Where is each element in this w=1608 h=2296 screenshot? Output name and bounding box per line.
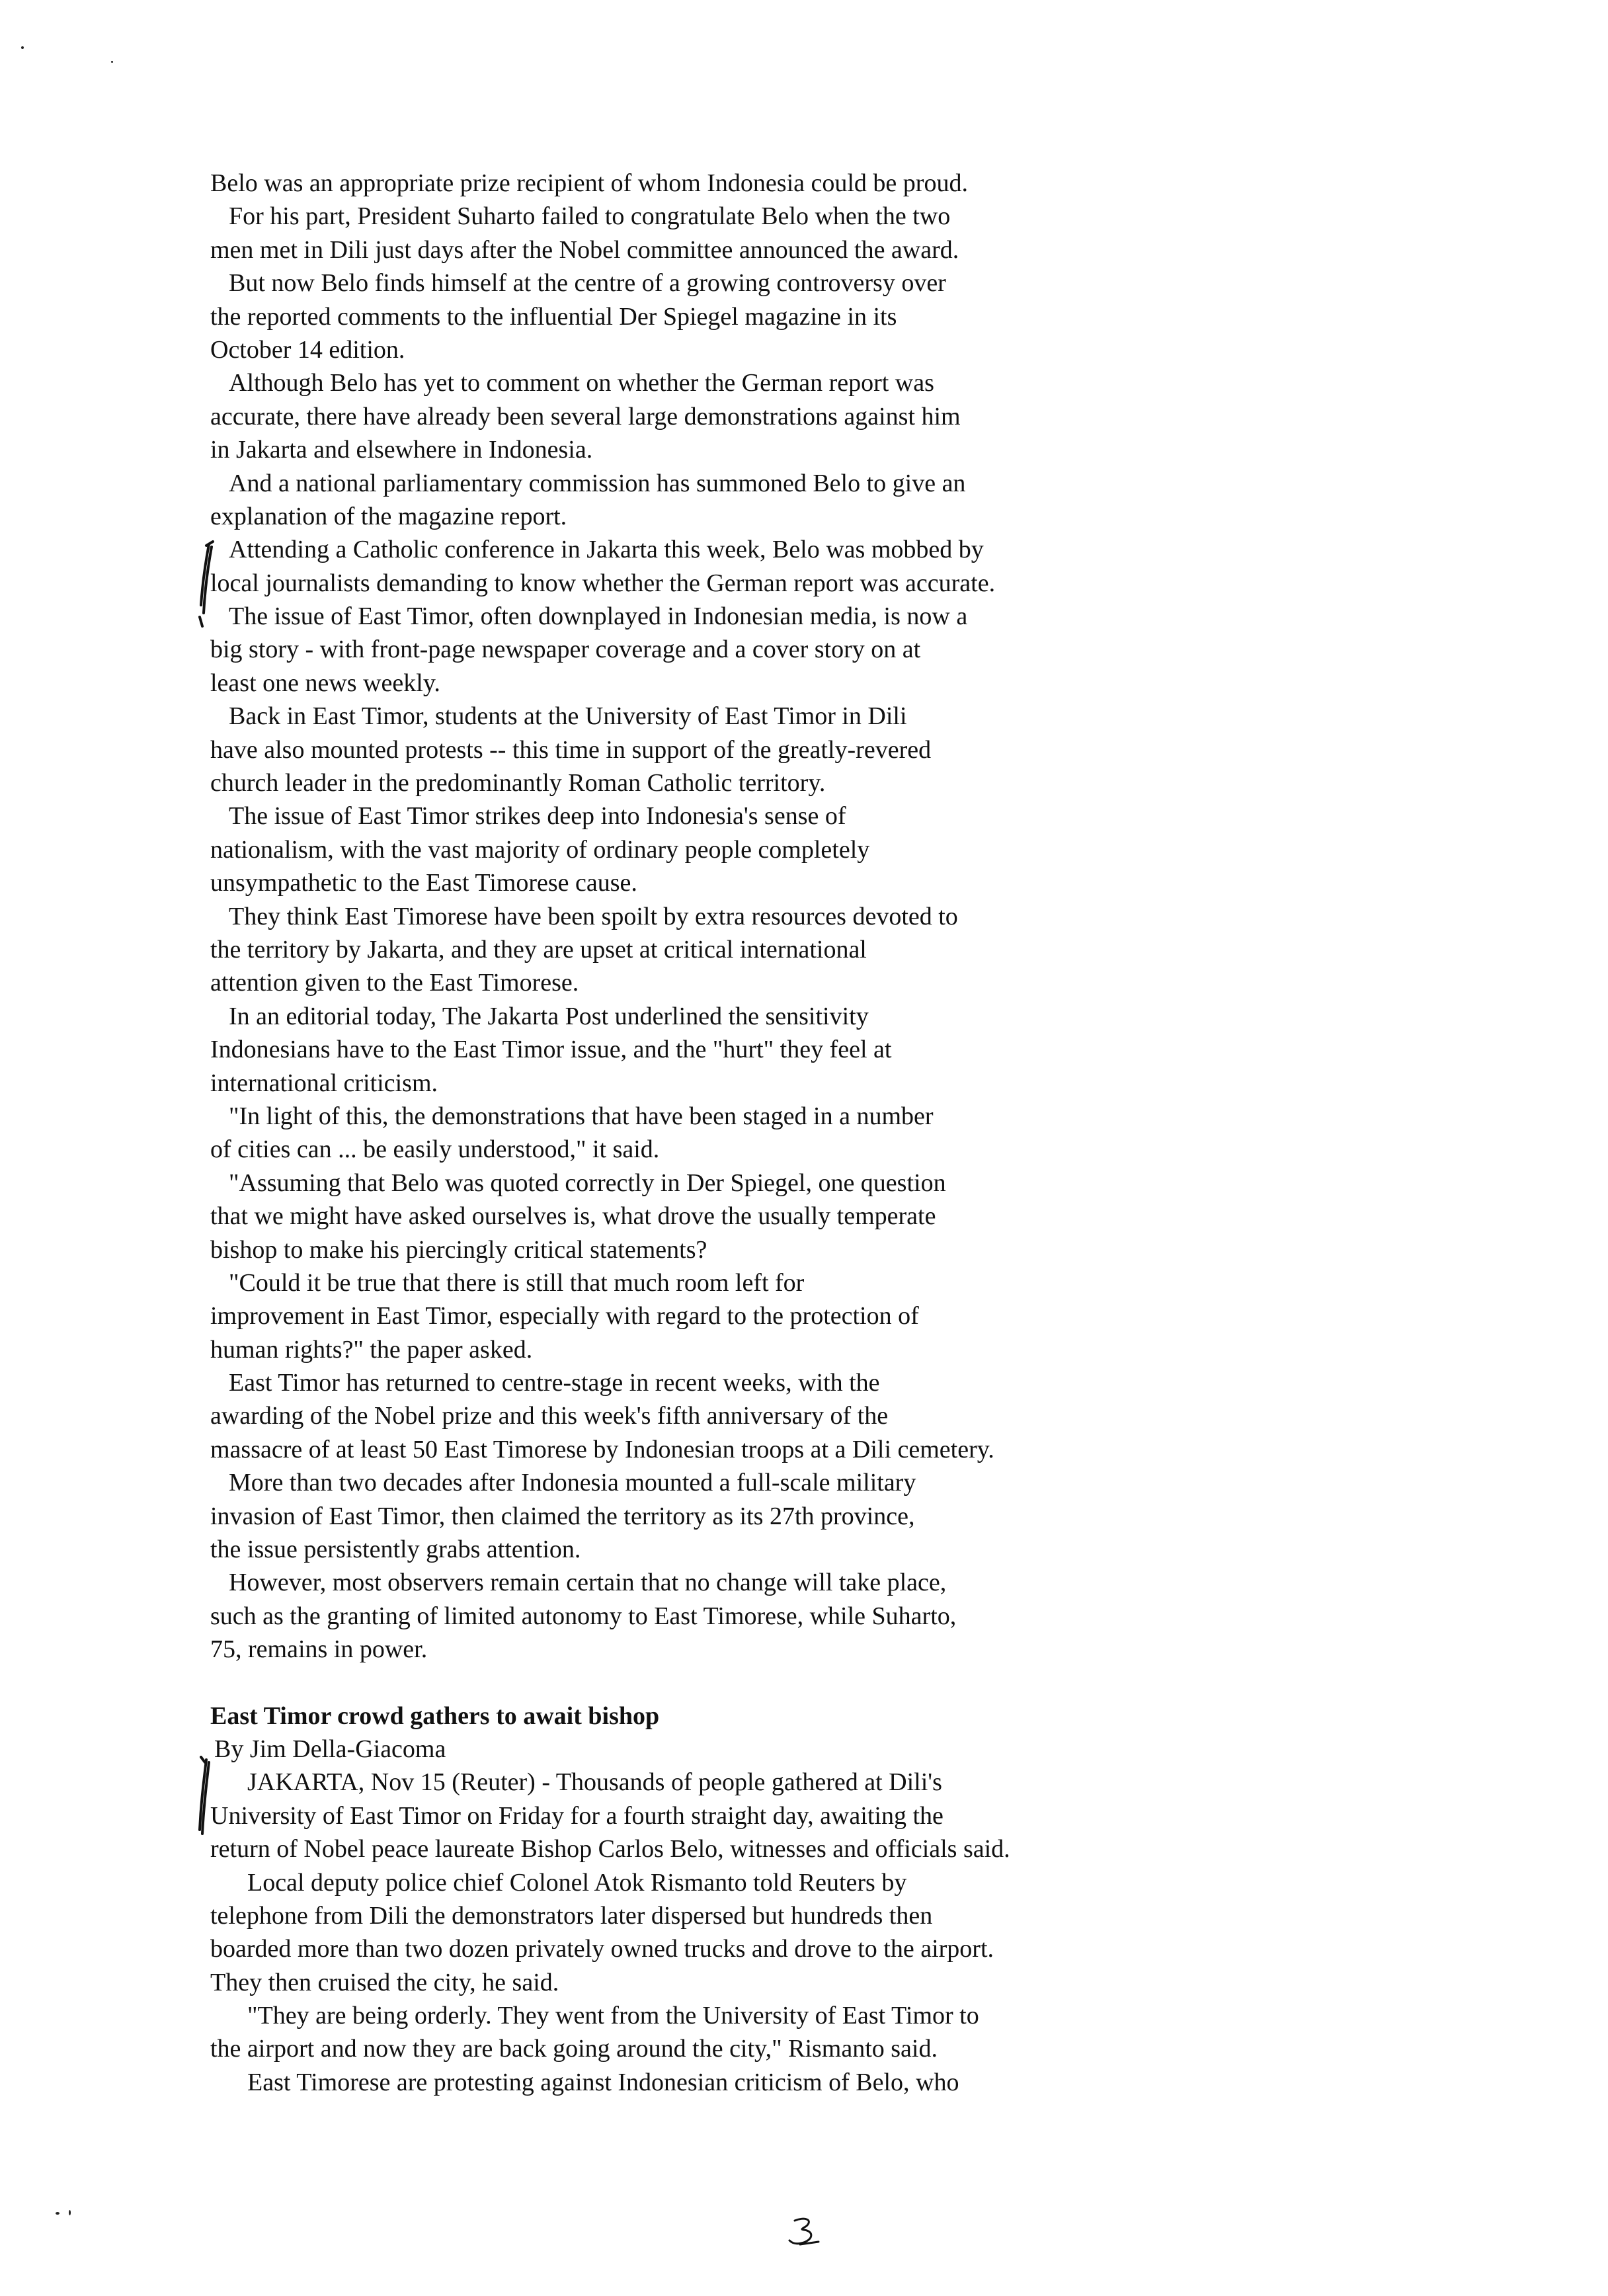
paragraph <box>210 366 1136 466</box>
paragraph <box>210 600 1136 700</box>
paragraph <box>210 1000 1136 1100</box>
text-line: nationalism, with the vast majority of ordinary people completely <box>210 835 870 864</box>
text-line: local journalists demanding to know whether the German report was accurate. <box>210 569 996 597</box>
paragraph <box>210 1866 1136 2000</box>
text-line: accurate, there have already been several large demonstrations against him <box>210 402 961 430</box>
text-line: big story - with front-page newspaper coverage and a cover story on at <box>210 636 921 664</box>
text-line: And a national parliamentary commission has summoned Belo to give an <box>229 469 966 497</box>
text-line: Belo was an appropriate prize recipient of whom Indonesia could be proud. <box>210 169 968 197</box>
text-line: return of Nobel peace laureate Bishop Carlos Belo, witnesses and officials said. <box>210 1835 1010 1864</box>
text-line: the reported comments to the influential Der Spiegel magazine in its <box>210 302 897 331</box>
text-line: men met in Dili just days after the Nobel committee announced the award. <box>210 235 959 264</box>
text-line: the airport and now they are back going around the city," Rismanto said. <box>210 2035 938 2063</box>
text-line: bishop to make his piercingly critical statements? <box>210 1235 707 1264</box>
paragraph <box>210 1466 1136 1566</box>
text-line: attention given to the East Timorese. <box>210 969 579 997</box>
text-line: East Timor has returned to centre-stage in recent weeks, with the <box>229 1369 880 1397</box>
paragraph <box>210 900 1136 1000</box>
text-line: In an editorial today, The Jakarta Post underlined the sensitivity <box>229 1002 869 1030</box>
paragraph <box>210 2066 1136 2099</box>
text-line: massacre of at least 50 East Timorese by Indonesian troops at a Dili cemetery. <box>210 1435 994 1463</box>
article-belo-controversy <box>210 167 1136 1666</box>
text-line: Back in East Timor, students at the University of East Timor in Dili <box>229 702 907 731</box>
text-line: international criticism. <box>210 1069 438 1097</box>
paragraph <box>210 467 1136 534</box>
text-line: Attending a Catholic conference in Jakarta this week, Belo was mobbed by <box>229 536 984 564</box>
text-line: More than two decades after Indonesia mounted a full-scale military <box>229 1469 916 1497</box>
text-line: church leader in the predominantly Roman Catholic territory. <box>210 769 826 798</box>
text-line: They then cruised the city, he said. <box>210 1968 559 1996</box>
text-line: Indonesians have to the East Timor issue, and the "hurt" they feel at <box>210 1036 892 1064</box>
text-line: The issue of East Timor strikes deep into Indonesia's sense of <box>229 802 846 831</box>
document-body <box>210 167 1136 2099</box>
paragraph <box>210 1999 1136 2066</box>
text-line: October 14 edition. <box>210 335 405 364</box>
text-line: human rights?" the paper asked. <box>210 1335 533 1364</box>
text-line: improvement in East Timor, especially with regard to the protection of <box>210 1302 919 1331</box>
article-headline: East Timor crowd gathers to await bishop <box>210 1702 660 1730</box>
paragraph <box>210 1266 1136 1366</box>
text-line: such as the granting of limited autonomy to East Timorese, while Suharto, <box>210 1602 957 1630</box>
text-line: "They are being orderly. They went from the University of East Timor to <box>247 2002 979 2030</box>
text-line: telephone from Dili the demonstrators later dispersed but hundreds then <box>210 1901 933 1930</box>
text-line: the territory by Jakarta, and they are upset at critical international <box>210 935 867 964</box>
article-byline: By Jim Della-Giacoma <box>214 1735 446 1763</box>
paragraph <box>210 200 1136 266</box>
text-line: 75, remains in power. <box>210 1635 428 1664</box>
text-line: They think East Timorese have been spoilt by extra resources devoted to <box>229 902 958 930</box>
scan-speck <box>69 2210 71 2215</box>
text-line: For his part, President Suharto failed to congratulate Belo when the two <box>229 202 951 231</box>
scan-speck <box>21 46 24 49</box>
scan-speck <box>56 2212 60 2215</box>
text-line: Local deputy police chief Colonel Atok Rismanto told Reuters by <box>247 1868 907 1897</box>
paragraph <box>210 700 1136 800</box>
text-line: invasion of East Timor, then claimed the territory as its 27th province, <box>210 1502 915 1530</box>
text-line: But now Belo finds himself at the centre of a growing controversy over <box>229 269 946 298</box>
text-line: "In light of this, the demonstrations that have been staged in a number <box>229 1102 934 1130</box>
text-line: University of East Timor on Friday for a fourth straight day, awaiting the <box>210 1801 944 1830</box>
paragraph <box>210 1566 1136 1666</box>
text-line: JAKARTA, Nov 15 (Reuter) - Thousands of people gathered at Dili's <box>247 1768 942 1797</box>
paragraph <box>210 1167 1136 1266</box>
paragraph <box>210 266 1136 366</box>
section-gap <box>210 1666 1136 1700</box>
text-line: explanation of the magazine report. <box>210 502 567 530</box>
text-line: "Could it be true that there is still that much room left for <box>229 1268 805 1297</box>
handwritten-number-3-icon <box>787 2215 826 2248</box>
text-line: have also mounted protests -- this time in support of the greatly-revered <box>210 735 932 764</box>
text-line: unsympathetic to the East Timorese cause. <box>210 869 637 897</box>
paragraph <box>210 1366 1136 1466</box>
text-line: that we might have asked ourselves is, what drove the usually temperate <box>210 1202 936 1231</box>
article-crowd-gathers <box>210 1700 1136 2100</box>
paragraph <box>210 800 1136 899</box>
text-line: in Jakarta and elsewhere in Indonesia. <box>210 436 593 464</box>
text-line: boarded more than two dozen privately owned trucks and drove to the airport. <box>210 1935 994 1963</box>
text-line: Although Belo has yet to comment on whether the German report was <box>229 369 934 397</box>
text-line: least one news weekly. <box>210 669 440 697</box>
text-line: the issue persistently grabs attention. <box>210 1536 581 1564</box>
paragraph <box>210 167 1136 200</box>
text-line: East Timorese are protesting against Indonesian criticism of Belo, who <box>247 2068 959 2096</box>
paragraph <box>210 1100 1136 1167</box>
text-line: The issue of East Timor, often downplayed in Indonesian media, is now a <box>229 602 968 631</box>
paragraph <box>210 1766 1136 1866</box>
text-line: However, most observers remain certain that no change will take place, <box>229 1569 947 1597</box>
scan-speck <box>111 61 113 63</box>
paragraph <box>210 533 1136 600</box>
text-line: "Assuming that Belo was quoted correctly in Der Spiegel, one question <box>229 1168 946 1197</box>
text-line: of cities can ... be easily understood," it said. <box>210 1135 660 1164</box>
text-line: awarding of the Nobel prize and this week's fifth anniversary of the <box>210 1402 889 1430</box>
handwritten-page-number <box>787 2215 826 2252</box>
